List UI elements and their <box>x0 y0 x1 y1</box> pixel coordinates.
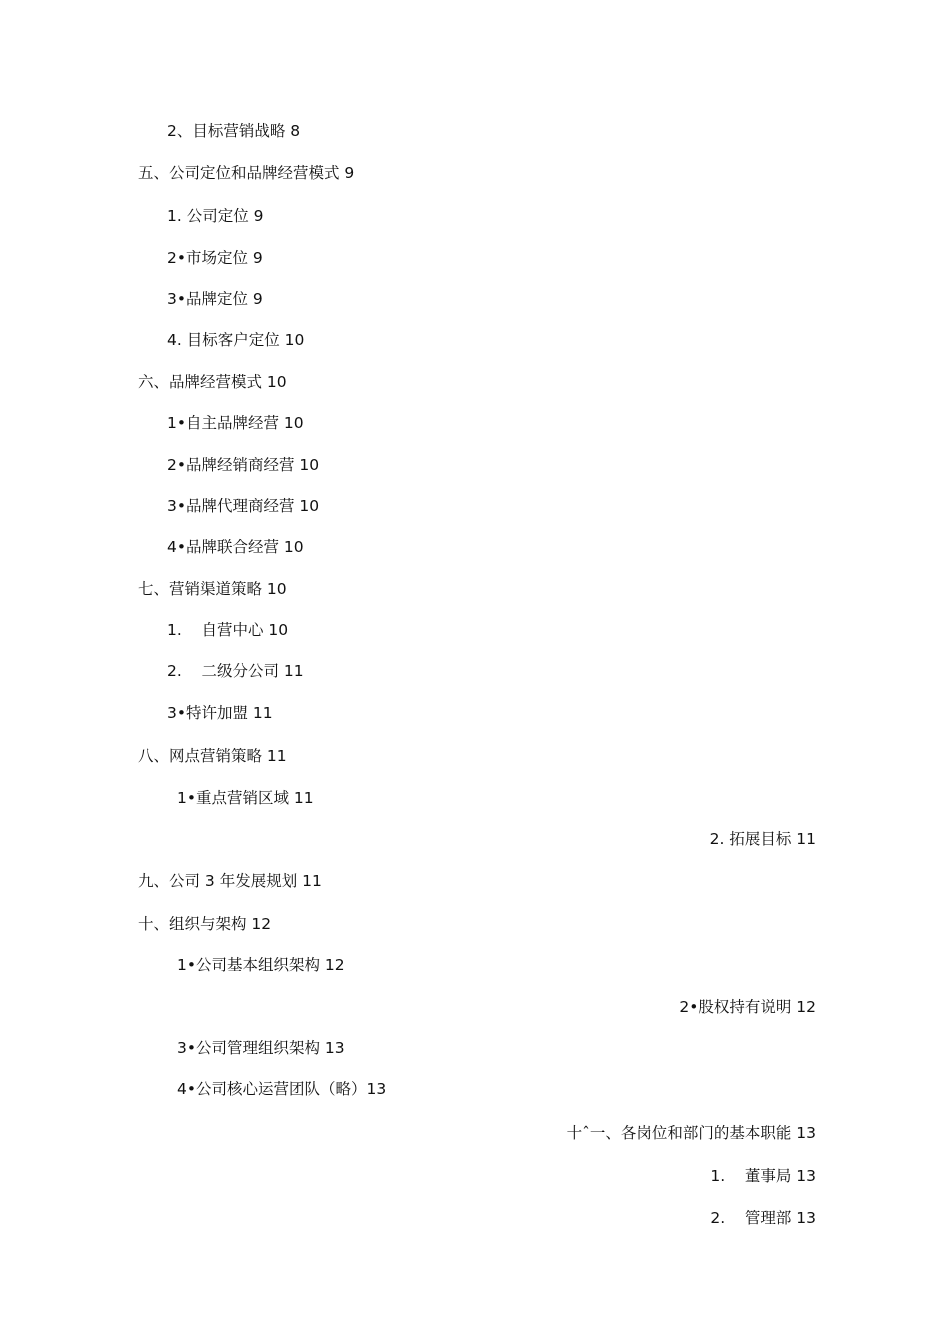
toc-entry-management-dept: 2. 管理部 13 <box>710 1209 816 1227</box>
toc-section-8-outlets: 八、网点营销策略 11 <box>138 747 287 765</box>
toc-section-10-organization: 十、组织与架构 12 <box>138 915 272 933</box>
toc-section-11-duties: 十ˆ一、各岗位和部门的基本职能 13 <box>566 1124 816 1142</box>
toc-entry-expansion-target: 2. 拓展目标 11 <box>709 830 816 848</box>
toc-entry-brand-alliance: 4•品牌联合经营 10 <box>167 538 304 556</box>
toc-entry-brand-positioning: 3•品牌定位 9 <box>167 290 263 308</box>
toc-entry-self-operated: 1. 自营中心 10 <box>167 621 289 639</box>
toc-entry-own-brand: 1•自主品牌经营 10 <box>167 414 304 432</box>
toc-entry-equity: 2•股权持有说明 12 <box>679 998 816 1016</box>
toc-entry-brand-agent: 3•品牌代理商经营 10 <box>167 497 320 515</box>
toc-entry-core-team: 4•公司核心运营团队（略）13 <box>177 1080 387 1098</box>
toc-entry-franchise: 3•特许加盟 11 <box>167 704 273 722</box>
toc-entry-branch-company: 2. 二级分公司 11 <box>167 662 304 680</box>
toc-entry-basic-org: 1•公司基本组织架构 12 <box>177 956 345 974</box>
toc-section-6-brand-model: 六、品牌经营模式 10 <box>138 373 287 391</box>
toc-entry-key-regions: 1•重点营销区域 11 <box>177 789 314 807</box>
toc-entry-target-marketing-strategy: 2、目标营销战略 8 <box>167 122 301 140</box>
toc-entry-brand-dealer: 2•品牌经销商经营 10 <box>167 456 320 474</box>
toc-section-9-plan: 九、公司 3 年发展规划 11 <box>138 872 322 890</box>
toc-entry-board: 1. 董事局 13 <box>710 1167 816 1185</box>
toc-entry-market-positioning: 2•市场定位 9 <box>167 249 263 267</box>
toc-entry-management-org: 3•公司管理组织架构 13 <box>177 1039 345 1057</box>
toc-entry-company-positioning: 1. 公司定位 9 <box>167 207 264 225</box>
toc-entry-target-customer: 4. 目标客户定位 10 <box>167 331 305 349</box>
toc-section-7-channels: 七、营销渠道策略 10 <box>138 580 287 598</box>
toc-section-5-positioning: 五、公司定位和品牌经营模式 9 <box>138 164 355 182</box>
